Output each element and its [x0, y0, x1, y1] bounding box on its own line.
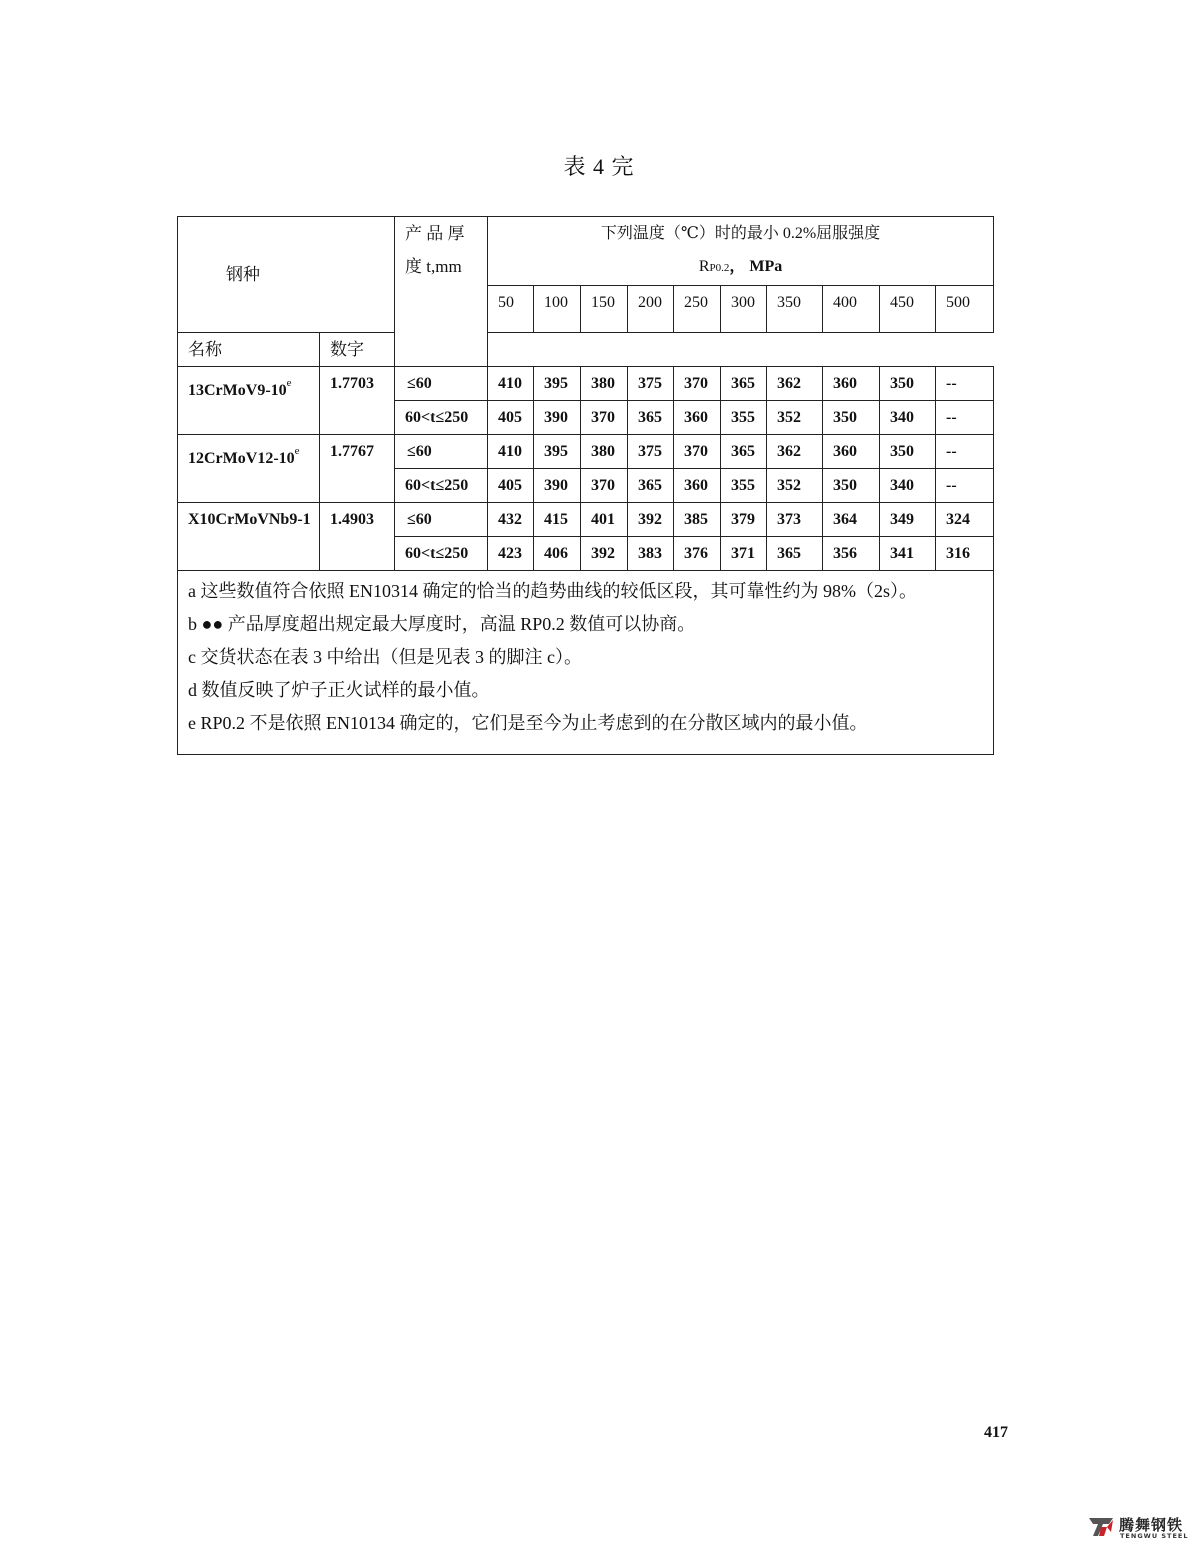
temperature-header-cell: 100: [534, 286, 581, 333]
yield-value-cell: 375: [628, 435, 674, 469]
yield-value-cell: 356: [823, 537, 880, 571]
yield-value-cell: --: [936, 367, 994, 401]
yield-value-cell: --: [936, 401, 994, 435]
footnote: a 这些数值符合依照 EN10314 确定的恰当的趋势曲线的较低区段，其可靠性约为 98%（2s）。: [188, 581, 917, 601]
header-steel-grade: [178, 217, 395, 333]
yield-value-cell: 423: [488, 537, 534, 571]
yield-value-cell: 350: [880, 435, 936, 469]
yield-value-cell: 371: [721, 537, 767, 571]
yield-value-cell: 360: [674, 401, 721, 435]
grade-number-cell: 1.7767: [320, 435, 395, 503]
yield-value-cell: 370: [674, 367, 721, 401]
yield-value-cell: 362: [767, 367, 823, 401]
yield-value-cell: 360: [823, 367, 880, 401]
yield-value-cell: 395: [534, 435, 581, 469]
grade-name: 13CrMoV9-10: [188, 382, 287, 399]
yield-value-cell: 392: [581, 537, 628, 571]
footnote: b ●● 产品厚度超出规定最大厚度时，高温 RP0.2 数值可以协商。: [188, 614, 696, 634]
yield-value-cell: 355: [721, 469, 767, 503]
yield-value-cell: 360: [674, 469, 721, 503]
thickness-cell: 60<t≤250: [395, 537, 488, 571]
company-logo: [1087, 1514, 1191, 1540]
temperature-header-cell: 400: [823, 286, 880, 333]
yield-value-cell: 375: [628, 367, 674, 401]
yield-value-cell: 352: [767, 469, 823, 503]
yield-value-cell: 341: [880, 537, 936, 571]
thickness-label-line1: 产 品 厚: [405, 224, 465, 243]
thickness-cell: ≤60: [395, 367, 488, 401]
temperature-header-cell: 450: [880, 286, 936, 333]
yield-value-cell: 410: [488, 367, 534, 401]
table-row: [178, 503, 994, 537]
grade-name-cell: [178, 503, 320, 571]
yield-value-cell: 432: [488, 503, 534, 537]
logo-mark-icon: [1087, 1514, 1115, 1540]
page-number: 417: [984, 1424, 1008, 1441]
steel-grade-label: 钢种: [226, 265, 260, 284]
yield-value-cell: 373: [767, 503, 823, 537]
yield-value-cell: 355: [721, 401, 767, 435]
yield-value-cell: 406: [534, 537, 581, 571]
yield-value-cell: 365: [721, 367, 767, 401]
thickness-cell: 60<t≤250: [395, 401, 488, 435]
header-name: 名称: [178, 333, 320, 367]
grade-name-cell: [178, 435, 320, 503]
grade-footnote-ref: e: [286, 377, 292, 389]
yield-value-cell: 350: [823, 469, 880, 503]
yield-value-cell: --: [936, 469, 994, 503]
logo-cn-text: 腾舞钢铁: [1119, 1516, 1184, 1534]
yield-value-cell: 340: [880, 469, 936, 503]
yield-value-cell: 350: [880, 367, 936, 401]
yield-value-cell: 410: [488, 435, 534, 469]
footnotes-row: [178, 571, 994, 755]
yield-value-cell: 365: [628, 469, 674, 503]
yield-value-cell: 392: [628, 503, 674, 537]
yield-value-cell: 365: [721, 435, 767, 469]
table-row: [178, 367, 994, 401]
yield-value-cell: 385: [674, 503, 721, 537]
thickness-cell: ≤60: [395, 503, 488, 537]
table-title: 表 4 完: [563, 154, 635, 179]
temperature-header-cell: 250: [674, 286, 721, 333]
yield-value-cell: 370: [674, 435, 721, 469]
yield-value-cell: 349: [880, 503, 936, 537]
yield-value-cell: 380: [581, 435, 628, 469]
yield-value-cell: 370: [581, 469, 628, 503]
yield-value-cell: 383: [628, 537, 674, 571]
temperature-label-line1: 下列温度（℃）时的最小 0.2%屈服强度: [600, 225, 881, 242]
mpa-unit: ， MPa: [729, 258, 783, 275]
grade-name: 12CrMoV12-10: [188, 450, 295, 467]
grade-footnote-ref: e: [294, 445, 300, 457]
header-number: 数字: [320, 333, 395, 367]
yield-value-cell: 390: [534, 401, 581, 435]
yield-value-cell: 352: [767, 401, 823, 435]
yield-value-cell: 401: [581, 503, 628, 537]
header-thickness: [395, 217, 488, 367]
yield-value-cell: 360: [823, 435, 880, 469]
grade-number-cell: 1.4903: [320, 503, 395, 571]
yield-value-cell: 370: [581, 401, 628, 435]
temperature-label-line2: [488, 250, 993, 285]
yield-value-cell: 390: [534, 469, 581, 503]
yield-value-cell: 365: [767, 537, 823, 571]
yield-value-cell: 405: [488, 401, 534, 435]
yield-value-cell: 380: [581, 367, 628, 401]
footnote: c 交货状态在表 3 中给出（但是见表 3 的脚注 c）。: [188, 647, 582, 667]
temperature-header-cell: 500: [936, 286, 994, 333]
yield-value-cell: 376: [674, 537, 721, 571]
yield-value-cell: 405: [488, 469, 534, 503]
yield-value-cell: 316: [936, 537, 994, 571]
grade-name: X10CrMoVNb9-1: [188, 511, 311, 528]
yield-value-cell: 350: [823, 401, 880, 435]
thickness-label-line2: 度 t,mm: [405, 257, 462, 276]
temperature-header-cell: 50: [488, 286, 534, 333]
footnotes: [178, 571, 994, 755]
temperature-header-cell: 200: [628, 286, 674, 333]
temperature-header-cell: 150: [581, 286, 628, 333]
thickness-cell: ≤60: [395, 435, 488, 469]
yield-value-cell: 324: [936, 503, 994, 537]
temperature-header-cell: 300: [721, 286, 767, 333]
yield-value-cell: 395: [534, 367, 581, 401]
yield-value-cell: 365: [628, 401, 674, 435]
footnote: d 数值反映了炉子正火试样的最小值。: [188, 680, 490, 700]
yield-value-cell: 364: [823, 503, 880, 537]
yield-strength-table: [177, 216, 994, 755]
yield-value-cell: --: [936, 435, 994, 469]
temperature-header-cell: 350: [767, 286, 823, 333]
table-row: [178, 435, 994, 469]
yield-value-cell: 415: [534, 503, 581, 537]
grade-name-cell: [178, 367, 320, 435]
logo-en-text: TENGWU STEEL: [1120, 1532, 1189, 1540]
grade-number-cell: 1.7703: [320, 367, 395, 435]
rp-symbol: R: [698, 258, 710, 275]
yield-value-cell: 362: [767, 435, 823, 469]
rp-subscript: P0.2: [709, 262, 730, 274]
header-temperature: [488, 217, 994, 286]
yield-value-cell: 340: [880, 401, 936, 435]
footnote: e RP0.2 不是依照 EN10134 确定的，它们是至今为止考虑到的在分散区域内的最小值。: [188, 713, 868, 733]
yield-value-cell: 379: [721, 503, 767, 537]
thickness-cell: 60<t≤250: [395, 469, 488, 503]
